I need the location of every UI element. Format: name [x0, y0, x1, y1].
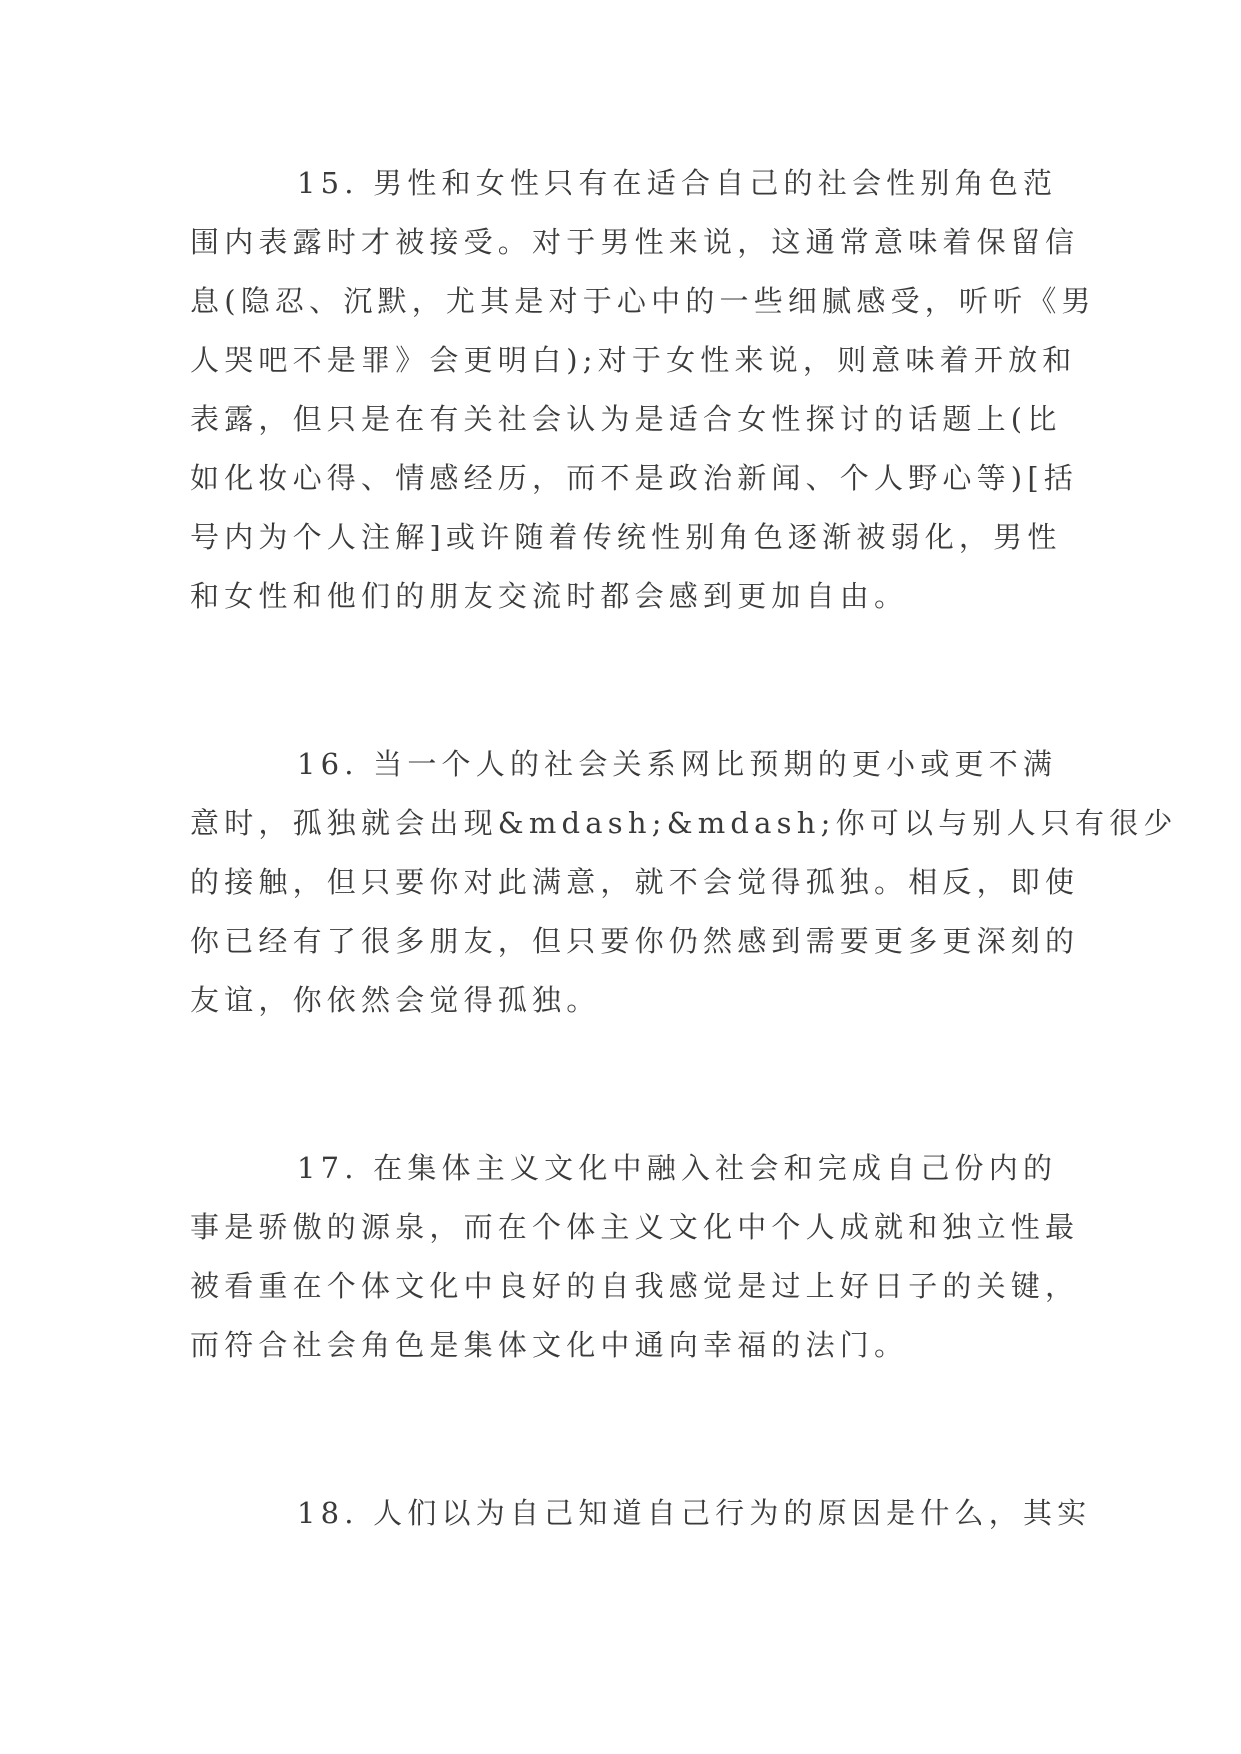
paragraph-line: 而符合社会角色是集体文化中通向幸福的法门。 — [190, 1328, 909, 1362]
paragraph-line: 息(隐忍、沉默，尤其是对于心中的一些细腻感受，听听《男 — [190, 284, 1096, 318]
paragraph-line: 18. 人们以为自己知道自己行为的原因是什么，其实 — [297, 1496, 1092, 1530]
paragraph-line: 15. 男性和女性只有在适合自己的社会性别角色范 — [297, 166, 1058, 200]
paragraph-line: 围内表露时才被接受。对于男性来说，这通常意味着保留信 — [190, 225, 1080, 259]
paragraph-line: 友谊，你依然会觉得孤独。 — [190, 983, 601, 1017]
paragraph-line: 的接触，但只要你对此满意，就不会觉得孤独。相反，即使 — [190, 865, 1080, 899]
paragraph-line: 被看重在个体文化中良好的自我感觉是过上好日子的关键， — [190, 1269, 1080, 1303]
paragraph-line: 意时，孤独就会出现&mdash;&mdash;你可以与别人只有很少 — [190, 806, 1178, 840]
paragraph-line: 人哭吧不是罪》会更明白);对于女性来说，则意味着开放和 — [190, 343, 1077, 377]
paragraph-line: 17. 在集体主义文化中融入社会和完成自己份内的 — [297, 1151, 1058, 1185]
paragraph-line: 事是骄傲的源泉，而在个体主义文化中个人成就和独立性最 — [190, 1210, 1080, 1244]
paragraph-line: 号内为个人注解]或许随着传统性别角色逐渐被弱化，男性 — [190, 520, 1062, 554]
paragraph-line: 16. 当一个人的社会关系网比预期的更小或更不满 — [297, 747, 1058, 781]
paragraph-line: 你已经有了很多朋友，但只要你仍然感到需要更多更深刻的 — [190, 924, 1080, 958]
paragraph-line: 如化妆心得、情感经历，而不是政治新闻、个人野心等)[括 — [190, 461, 1079, 495]
paragraph-line: 和女性和他们的朋友交流时都会感到更加自由。 — [190, 579, 909, 613]
paragraph-line: 表露，但只是在有关社会认为是适合女性探讨的话题上(比 — [190, 402, 1062, 436]
